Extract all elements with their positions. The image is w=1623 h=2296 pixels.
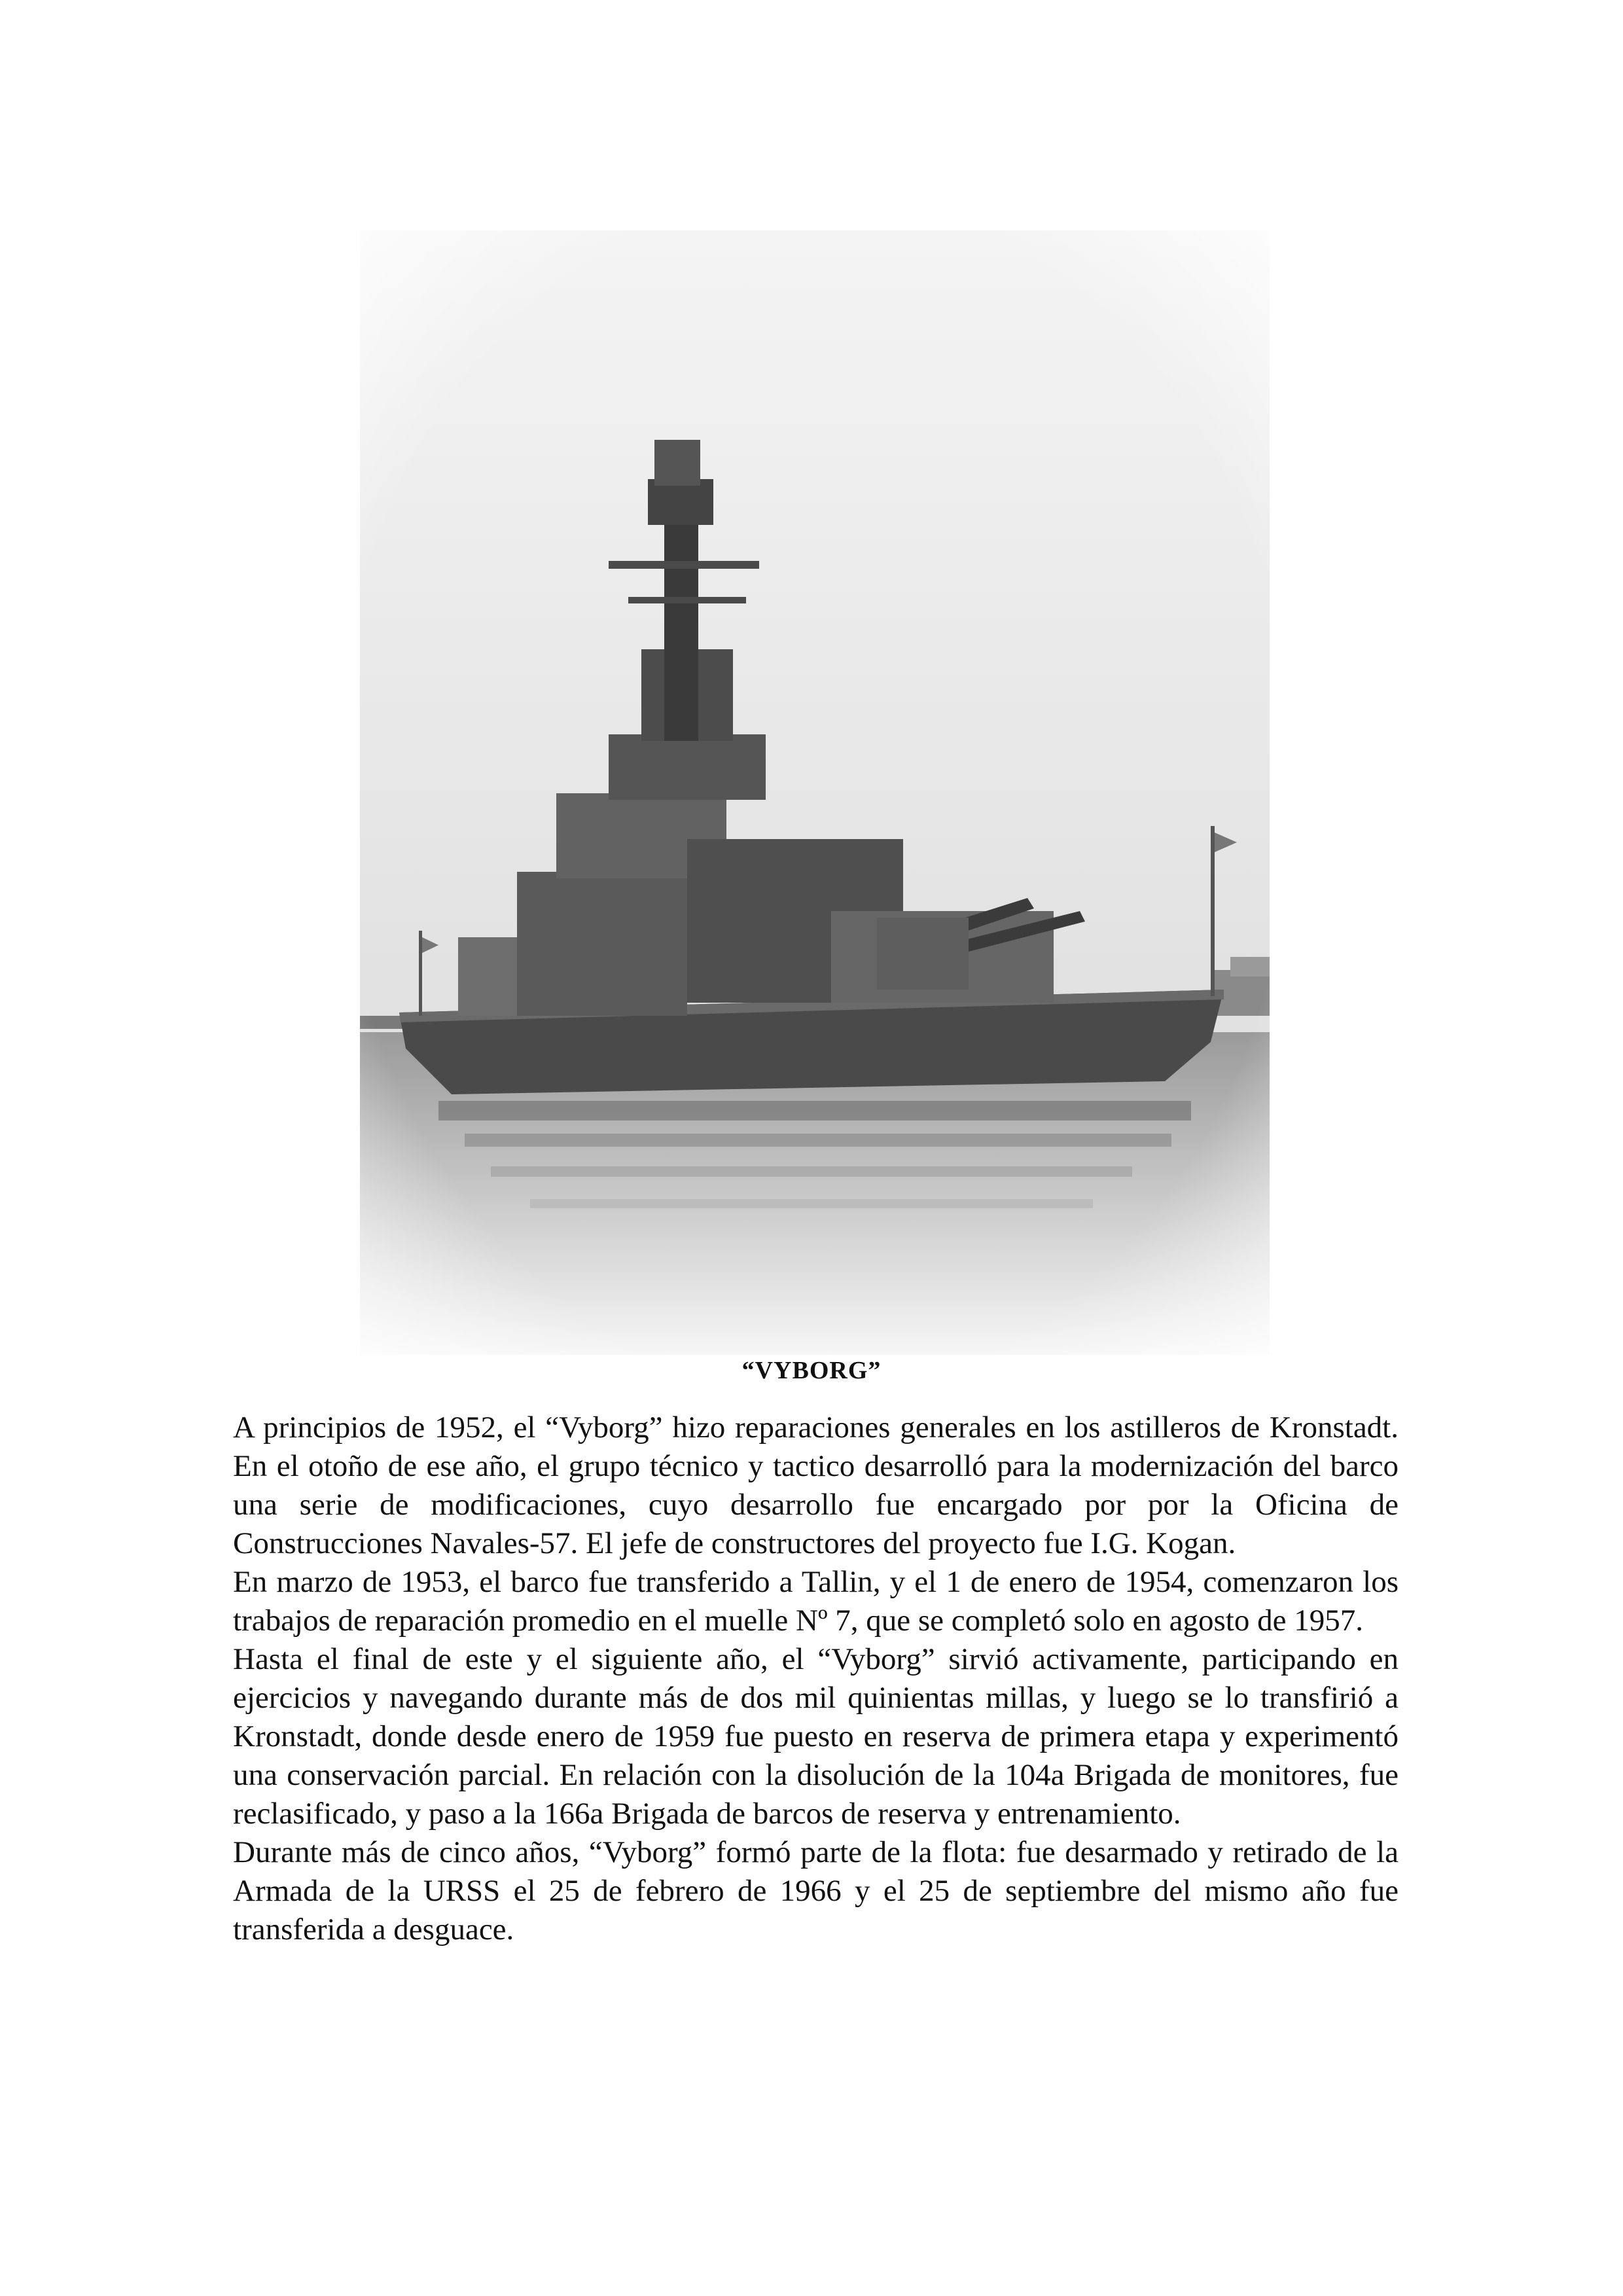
article-body: [233, 1408, 1399, 1949]
paragraph: Hasta el final de este y el siguiente año, el “Vyborg” sirvió activamente, participando en ejercicios y navegando durante más de dos mil quinientas millas, y luego se lo transfirió a Kronstadt, donde desde enero de 1959 fue puesto en reserva de primera etapa y experimentó una conservación parcial. En relación con la disolución de la 104a Brigada de monitores, fue reclasificado, y paso a la 166a Brigada de barcos de reserva y entrenamiento.: [233, 1642, 1399, 1831]
warship-photo-icon: [360, 230, 1270, 1355]
warship-photo: [360, 230, 1270, 1355]
photo-caption: “VYBORG”: [741, 1357, 882, 1384]
paragraph: En marzo de 1953, el barco fue transferido a Tallin, y el 1 de enero de 1954, comenzaron los trabajos de reparación promedio en el muelle Nº 7, que se completó solo en agosto de 1957.: [233, 1565, 1399, 1638]
paragraph: A principios de 1952, el “Vyborg” hizo reparaciones generales en los astilleros de Kronstadt. En el otoño de ese año, el grupo técnico y tactico desarrolló para la modernización del barco una serie de modificaciones, cuyo desarrollo fue encargado por por la Oficina de Construcciones Navales-57. El jefe de constructores del proyecto fue I.G. Kogan.: [233, 1410, 1399, 1560]
paragraph: Durante más de cinco años, “Vyborg” formó parte de la flota: fue desarmado y retirado de la Armada de la URSS el 25 de febrero de 1966 y el 25 de septiembre del mismo año fue transferida a desguace.: [233, 1835, 1399, 1946]
